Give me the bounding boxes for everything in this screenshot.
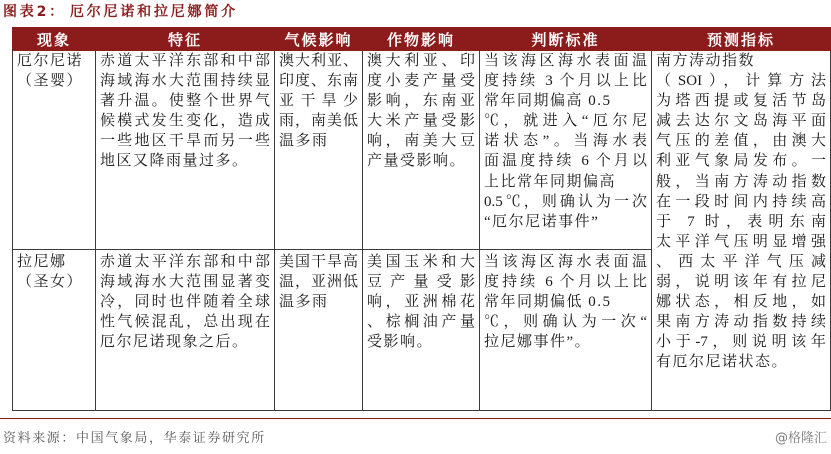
text-line: 0.5℃，则确认为一次 <box>484 193 647 210</box>
text-line: 产量受影响。 <box>367 153 467 170</box>
source-divider <box>0 418 831 419</box>
title-text: 厄尔尼诺和拉尼娜简介 <box>69 4 238 20</box>
text-line: 拉尼娜事件”。 <box>484 334 592 351</box>
table-row <box>13 51 831 250</box>
text-line: 赤道太平洋东部和中部 <box>100 53 270 69</box>
text-line: 小于-7，则说明该年 <box>656 334 826 351</box>
text-line: （圣女） <box>17 274 84 291</box>
text-line: 澳大利亚、 <box>279 53 358 69</box>
header-features: 特征 <box>96 28 275 51</box>
text-line: 诺状态”。当海水表 <box>484 133 647 150</box>
cell-features <box>96 51 275 250</box>
text-line: “厄尔尼诺事件” <box>484 213 600 230</box>
text-line: 面温度持续 6 个月以 <box>484 153 647 170</box>
text-line: 候模式发生变化，造成 <box>100 113 270 130</box>
text-line: 般，当南方涛动指数 <box>656 173 826 190</box>
text-line: ℃，就进入“厄尔尼 <box>484 113 647 130</box>
text-line: 在一段时间内持续高 <box>656 193 826 210</box>
text-line: 受影响。 <box>367 334 434 351</box>
text-line: 当该海区海水表面温 <box>484 254 647 270</box>
text-line: 海域海水大范围显著变 <box>100 274 270 291</box>
text-line: 当该海区海水表面温 <box>484 53 647 69</box>
text-line: 一些地区干旱而另一些 <box>100 133 270 150</box>
text-line: 响，南美大豆 <box>367 133 475 150</box>
text-line: 减去达尔文岛海平面 <box>656 113 826 130</box>
figure-label: 图表2： <box>3 4 66 20</box>
cell-climate-impact <box>275 51 363 250</box>
text-line: 常年同期偏高 0.5 <box>484 93 612 110</box>
text-line: 娜状态，相反地，如 <box>656 294 826 311</box>
text-line: 度小麦产量受 <box>367 73 475 90</box>
text-line: 利亚气象局发布。一 <box>656 153 826 170</box>
text-line: （SOI），计算方法 <box>656 73 826 90</box>
table-header-row <box>13 28 831 51</box>
watermark-text: @格隆汇 <box>774 431 827 446</box>
text-line: 常年同期偏低 0.5 <box>484 294 612 311</box>
text-line: 响，亚洲棉花 <box>367 294 475 311</box>
text-line: 厄尔尼诺现象之后。 <box>100 334 249 351</box>
text-line: 赤道太平洋东部和中部 <box>100 254 270 270</box>
cell-criteria <box>480 250 652 411</box>
cell-phenomenon <box>13 51 96 250</box>
text-line: 美国干旱高 <box>279 254 358 270</box>
text-line: 厄尔尼诺 <box>17 53 84 69</box>
text-line: 性气候混乱，总出现在 <box>100 314 270 331</box>
text-line: 气压的差值，由澳大 <box>656 133 826 150</box>
cell-crop-impact <box>363 250 480 411</box>
text-line: 澳大利亚、印 <box>367 53 475 69</box>
text-line: 、棕榈油产量 <box>367 314 475 331</box>
text-line: 印度、东南 <box>279 73 358 90</box>
text-line: 地区又降雨量过多。 <box>100 153 249 170</box>
text-line: 、西太平洋气压减 <box>656 253 826 270</box>
cell-crop-impact <box>363 51 480 250</box>
text-line: 豆产量受影 <box>367 274 475 291</box>
cell-criteria <box>480 51 652 250</box>
text-line: 有厄尔尼诺状态。 <box>656 354 789 371</box>
intro-table <box>12 27 831 411</box>
text-line: 南方涛动指数 <box>656 53 756 69</box>
text-line: 温，亚洲低 <box>279 274 358 291</box>
text-line: ℃，则确认为一次“ <box>484 314 647 331</box>
text-line: （圣婴） <box>17 73 84 90</box>
text-line: 温多雨 <box>279 294 329 311</box>
text-line: 弱，说明该年有拉尼 <box>656 274 826 291</box>
text-line: 影响，东南亚 <box>367 93 475 110</box>
text-line: 度持续 6 个月以上比 <box>484 274 647 291</box>
text-line: 大米产量受影 <box>367 113 475 130</box>
text-line: 冷，同时也伴随着全球 <box>100 294 270 311</box>
header-criteria: 判断标准 <box>480 28 652 51</box>
source-note: 资料来源：中国气象局，华泰证券研究所 <box>3 431 266 446</box>
text-line: 果南方涛动指数持续 <box>656 314 826 331</box>
cell-features <box>96 250 275 411</box>
cell-phenomenon <box>13 250 96 411</box>
header-phenomenon: 现象 <box>13 28 96 51</box>
text-line: 雨，南美低 <box>279 113 358 130</box>
text-line: 上比常年同期偏高 <box>484 173 617 190</box>
text-line: 拉尼娜 <box>17 254 67 270</box>
text-line: 太平洋气压明显增强 <box>656 233 826 250</box>
text-line: 为塔西提或复活节岛 <box>656 93 826 110</box>
header-crop-impact: 作物影响 <box>363 28 480 51</box>
text-line: 度持续 3 个月以上比 <box>484 73 647 90</box>
text-line: 著升温。使整个世界气 <box>100 93 270 110</box>
text-line: 美国玉米和大 <box>367 254 475 270</box>
cell-forecast-indicator <box>652 51 831 411</box>
page-title <box>3 3 238 21</box>
text-line: 温多雨 <box>279 133 329 150</box>
text-line: 海域海水大范围持续显 <box>100 73 270 90</box>
header-forecast-indicator: 预测指标 <box>652 28 831 51</box>
cell-climate-impact <box>275 250 363 411</box>
text-line: 亚干旱少 <box>279 93 358 110</box>
header-climate-impact: 气候影响 <box>275 28 363 51</box>
text-line: 于 7 时，表明东南 <box>656 213 826 230</box>
